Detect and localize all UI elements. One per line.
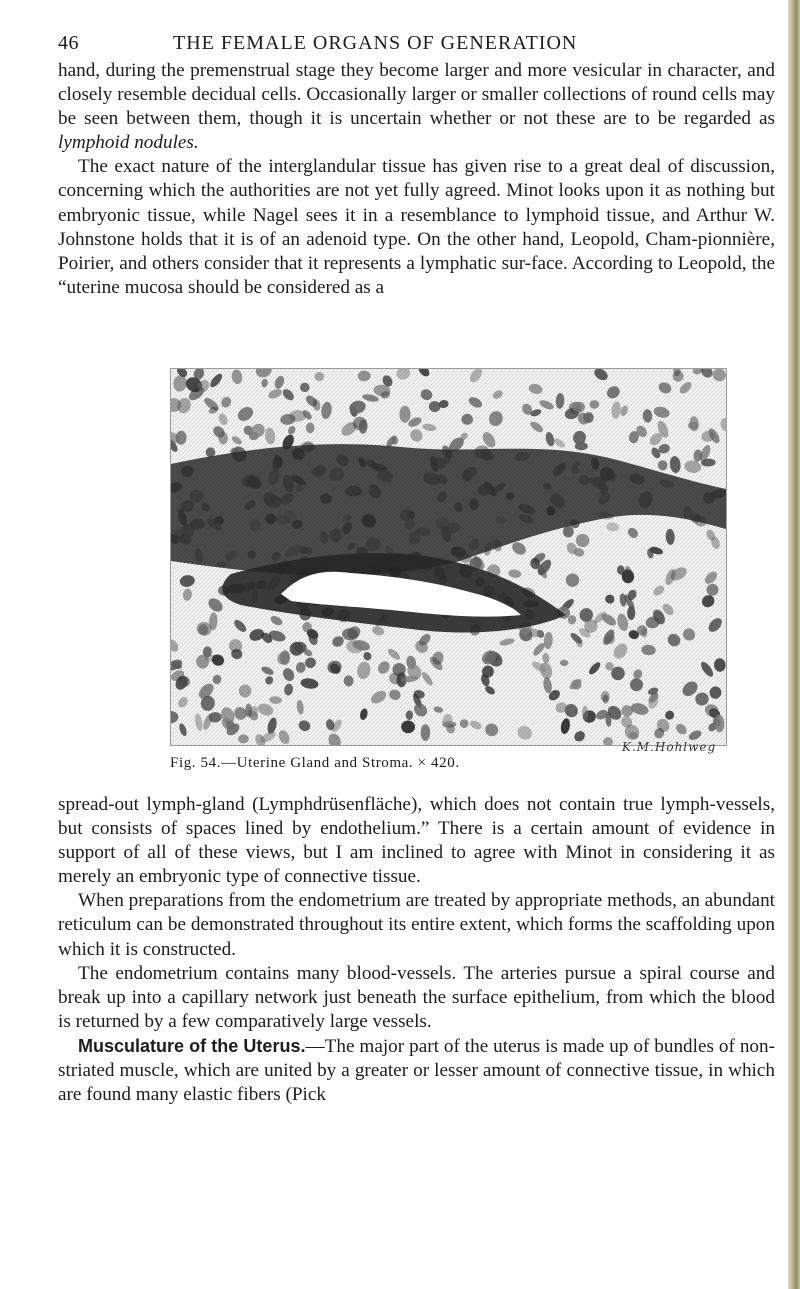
bottom-text-block bbox=[58, 793, 775, 1107]
paragraph-musculature-text: —The major part of the uterus is made up of bundles of non-striated muscle, which are united by a greater or lesser amount of connective tissue, in which are found many elastic fibers (Pick bbox=[58, 1035, 775, 1106]
figure-uterine-gland-illustration bbox=[170, 368, 727, 746]
page-edge-binding bbox=[788, 0, 800, 1289]
paragraph-reticulum: When preparations from the endometrium are treated by appropriate methods, an abundant reticulum can be demonstrated throughout its entire extent, which forms the scaffolding upon which it is constructed. bbox=[58, 890, 775, 960]
histology-drawing bbox=[171, 369, 726, 745]
running-title: THE FEMALE ORGANS OF GENERATION bbox=[173, 32, 578, 54]
paragraph-premenstrual-text: hand, during the premenstrual stage they become larger and more vesicular in character, and closely resemble decidual cells. Occasionally larger or smaller collections of round cells may be seen between them, though it is uncertain whether or not these are to be regarded as bbox=[58, 60, 775, 130]
section-heading-musculature: Musculature of the Uterus. bbox=[78, 1035, 306, 1056]
stroma-cell bbox=[603, 695, 609, 704]
stroma-cell bbox=[399, 406, 410, 423]
italic-term-lymphoid-nodules: lymphoid nodules. bbox=[58, 132, 199, 154]
paragraph-premenstrual bbox=[58, 59, 775, 155]
paragraph-interglandular-tissue: The exact nature of the interglandular tissue has given rise to a great deal of discussion, concerning which the authorities are not yet fully agreed. Minot looks upon it as nothing but embryonic tissue, while Nagel sees it in a resemblance to lymphoid tissue, and Arthur W. Johnstone holds that it is of an adenoid type. On the other hand, Leopold, Cham-pionnière, Poirier, and others consider that it represents a lymphatic sur-face. According to Leopold, the “uterine mucosa should be considered as a bbox=[58, 156, 775, 298]
paragraph-lymph-gland: spread-out lymph-gland (Lymphdrüsenfläche), which does not contain true lymph-vessels, but consists of spaces lined by endothelium.” There is a certain amount of evidence in support of all of these views, but I am inclined to agree with Minot in considering it as merely an embryonic type of connective tissue. bbox=[58, 794, 775, 888]
figure-caption: Fig. 54.—Uterine Gland and Stroma. × 420. bbox=[170, 755, 460, 771]
stroma-cell bbox=[421, 724, 430, 741]
paragraph-blood-vessels: The endometrium contains many blood-vessels. The arteries pursue a spiral course and break up into a capillary network just beneath the surface epithelium, from which the blood is returned by a few comparatively large vessels. bbox=[58, 962, 775, 1032]
page-header bbox=[58, 30, 778, 62]
page-number: 46 bbox=[58, 32, 79, 54]
paragraph-musculature bbox=[58, 1034, 775, 1107]
artist-signature: K.M.Hohlweg bbox=[622, 740, 717, 754]
top-text-block bbox=[58, 59, 775, 300]
